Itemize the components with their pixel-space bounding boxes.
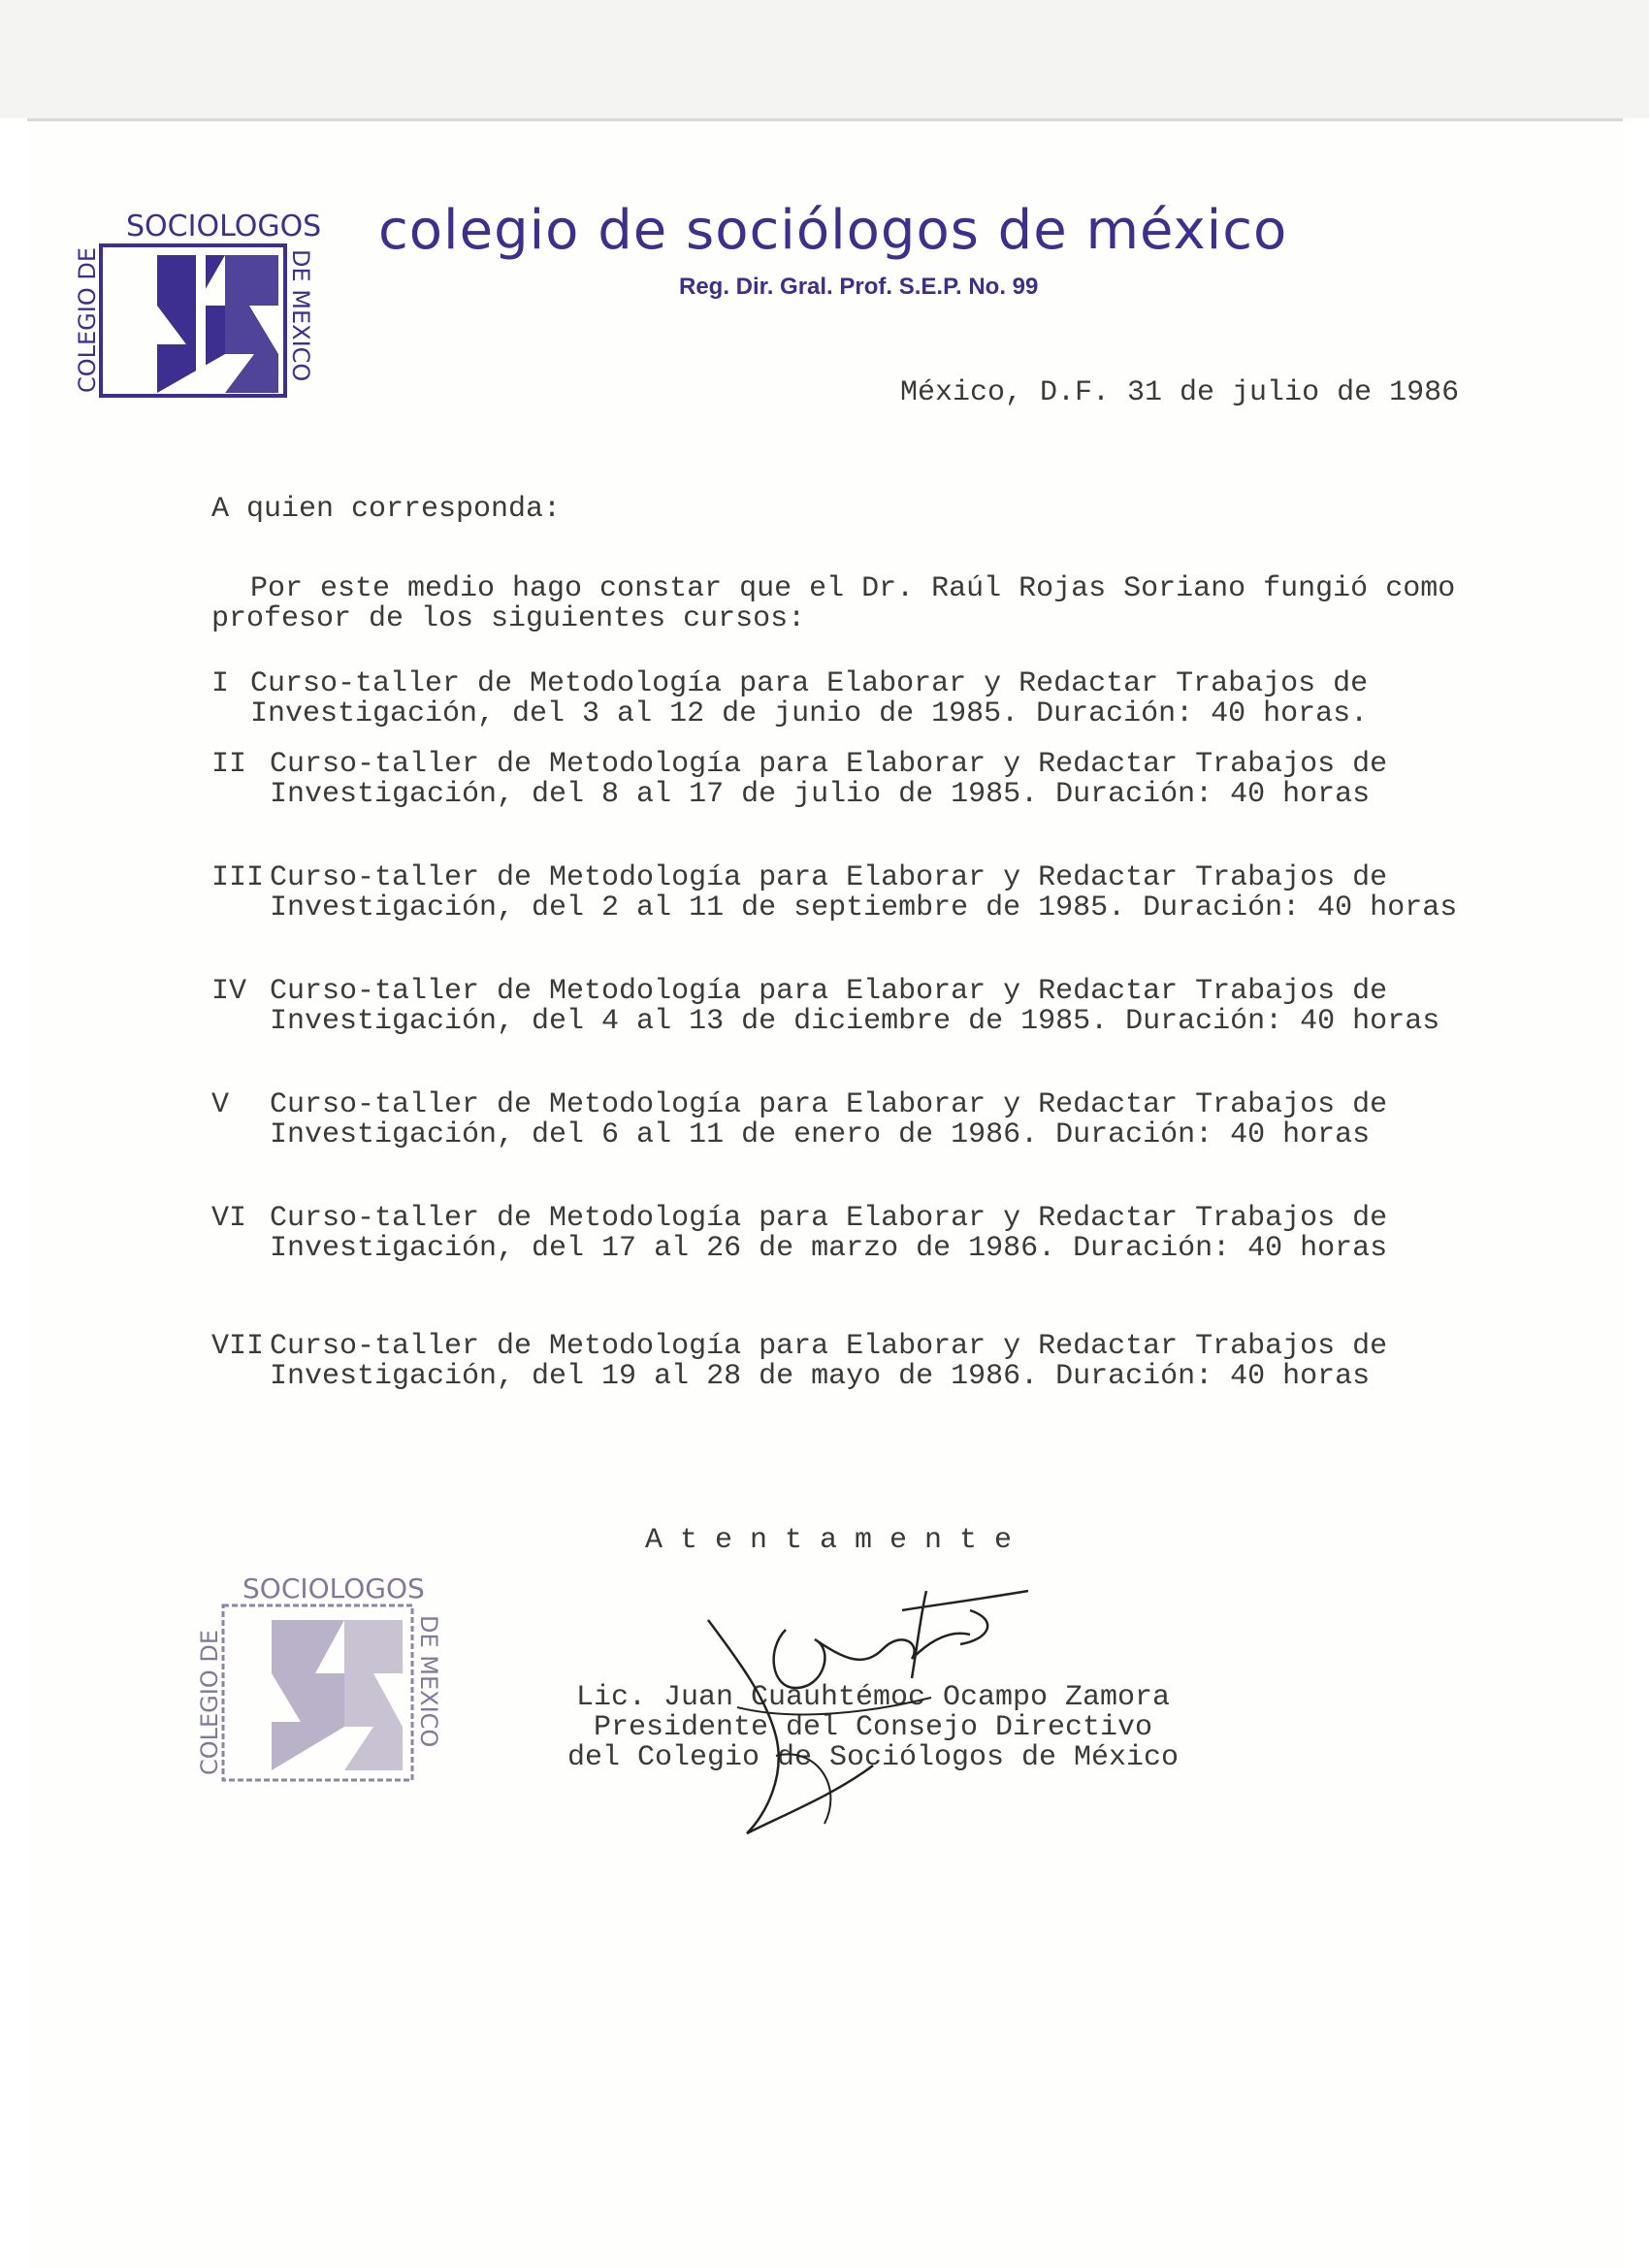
- course-item: [211, 669, 1463, 729]
- letterhead-logo: [74, 199, 322, 403]
- intro-paragraph: Por este medio hago constar que el Dr. Raúl Rojas Soriano fungió como profesor de los siguientes cursos:: [211, 572, 1456, 635]
- course-text: Curso-taller de Metodología para Elaborar y Redactar Trabajos de Investigación, del 19 al 28 de mayo de 1986. Duración: 40 horas: [270, 1330, 1388, 1393]
- course-number: VII: [211, 1330, 265, 1363]
- logo-text-right: DE MEXICO: [287, 249, 314, 382]
- letter-date: México, D.F. 31 de julio de 1986: [900, 376, 1460, 409]
- course-text: Curso-taller de Metodología para Elaborar y Redactar Trabajos de Investigación, del 4 al 13 de diciembre de 1985. Duración: 40 horas: [270, 975, 1440, 1038]
- stamp-text-left: COLEGIO DE: [196, 1629, 223, 1775]
- course-number: III: [211, 861, 265, 894]
- course-item: [211, 750, 1511, 810]
- letter-paper: [27, 121, 1623, 2268]
- signatory-org: del Colegio de Sociólogos de México: [566, 1741, 1180, 1774]
- closing: Atentamente: [645, 1524, 1030, 1557]
- course-text: Curso-taller de Metodología para Elaborar y Redactar Trabajos de Investigación, del 17 al 26 de marzo de 1986. Duración: 40 horas: [270, 1202, 1388, 1265]
- course-text: Curso-taller de Metodología para Elaborar y Redactar Trabajos de Investigación, del 2 al 11 de septiembre de 1985. Duración: 40 horas: [270, 861, 1458, 924]
- signatory-title: Presidente del Consejo Directivo: [593, 1711, 1153, 1744]
- stamp-text-top: SOCIOLOGOS: [242, 1572, 425, 1604]
- course-number: II: [211, 748, 247, 781]
- organization-name: colegio de sociólogos de méxico: [378, 199, 1288, 262]
- logo-text-top: SOCIOLOGOS: [126, 210, 322, 243]
- signatory-name: Lic. Juan Cuauhtémoc Ocampo Zamora: [575, 1681, 1171, 1714]
- course-number: I: [211, 667, 230, 700]
- course-number: VI: [211, 1202, 247, 1235]
- course-text: Curso-taller de Metodología para Elaborar y Redactar Trabajos de Investigación, del 6 al 11 de enero de 1986. Duración: 40 horas: [270, 1088, 1388, 1151]
- course-item: [211, 977, 1511, 1037]
- salutation: A quien corresponda:: [211, 493, 562, 526]
- course-text: Curso-taller de Metodología para Elaborar y Redactar Trabajos de Investigación, del 8 al 17 de julio de 1985. Duración: 40 horas: [270, 748, 1388, 811]
- course-item: [211, 1332, 1511, 1392]
- logo-text-left: COLEGIO DE: [74, 246, 101, 393]
- stamp-text-right: DE MEXICO: [415, 1615, 442, 1748]
- handwritten-signature: [679, 1552, 1048, 1853]
- course-text: Curso-taller de Metodología para Elaborar y Redactar Trabajos de Investigación, del 3 al 12 de junio de 1985. Duración: 40 horas.: [250, 667, 1369, 730]
- course-item: [211, 1204, 1511, 1264]
- course-number: V: [211, 1088, 230, 1121]
- scan-background-edge: [0, 0, 1649, 118]
- course-number: IV: [211, 975, 247, 1008]
- course-item: [211, 1090, 1511, 1150]
- course-item: [211, 863, 1511, 923]
- stamp-seal: [196, 1567, 446, 1790]
- registration-number: Reg. Dir. Gral. Prof. S.E.P. No. 99: [679, 274, 1039, 300]
